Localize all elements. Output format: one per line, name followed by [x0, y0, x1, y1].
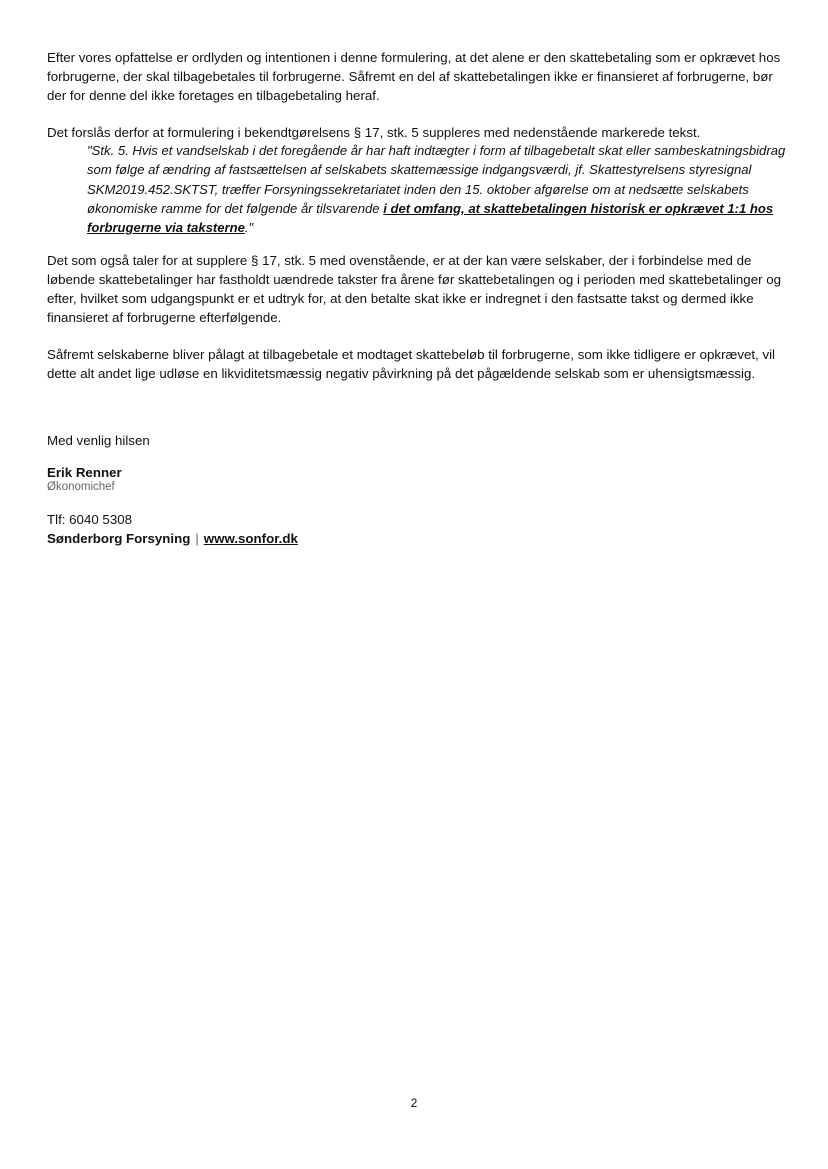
quoted-text-block [87, 141, 787, 237]
signer-title: Økonomichef [47, 481, 115, 493]
quote-highlighted-text: i det omfang, at skattebetalingen historisk er opkrævet 1:1 hos forbrugerne via taksterne [87, 200, 774, 236]
quote-main-text: "Stk. 5. Hvis et vandselskab i det foregående år har haft indtægter i form af tilbagebetalt skat eller sambeskatningsbidrag som følge af ændring af fastsættelsen af selskabets skattemæssige indgangsværdi, jf. Skattestyrelsens styresignal SKM2019.452.SKTST, træffer Forsyningssekretariatet inden den 15. oktober afgørelse om at nedsætte selskabets økonomiske ramme for det følgende år tilsvarende [87, 143, 786, 216]
website-link[interactable]: www.sonfor.dk [203, 531, 298, 546]
paragraph-4 [47, 345, 787, 383]
paragraph-2-text: Det forslås derfor at formulering i bekendtgørelsens § 17, stk. 5 suppleres med nedenstående markerede tekst. [47, 125, 701, 140]
signature-block [47, 465, 787, 495]
paragraph-3 [47, 251, 787, 327]
contact-block [47, 510, 787, 548]
paragraph-1 [47, 48, 787, 105]
company-name: Sønderborg Forsyning [47, 531, 191, 546]
paragraph-2 [47, 123, 787, 142]
closing-greeting: Med venlig hilsen [47, 433, 150, 448]
signer-name: Erik Renner [47, 465, 122, 480]
paragraph-1-text: Efter vores opfattelse er ordlyden og intentionen i denne formulering, at det alene er den skattebetaling som er opkrævet hos forbrugerne, der skal tilbagebetales til forbrugerne. Såfremt en del af skattebetalingen ikke er finansieret af forbrugerne, bør der for denne del ikke foretages en tilbagebetaling heraf. [47, 50, 781, 104]
phone-number: Tlf: 6040 5308 [47, 512, 133, 527]
separator: | [195, 531, 199, 546]
quote-end-text: ." [244, 220, 254, 236]
paragraph-4-text: Såfremt selskaberne bliver pålagt at tilbagebetale et modtaget skattebeløb til forbrugerne, som ikke tidligere er opkrævet, vil dette alt andet lige udløse en likviditetsmæssig negativ påvirkning på det pågældende selskab som er uhensigtsmæssig. [47, 347, 776, 382]
company-line [47, 529, 787, 548]
paragraph-3-text: Det som også taler for at supplere § 17, stk. 5 med ovenstående, er at der kan være selskaber, der i forbindelse med de løbende skattebetalinger har fastholdt uændrede takster fra årene før skattebetalingen og i perioden med skattebetalinger og efter, hvilket som udgangspunkt er et udtryk for, at den betalte skat ikke er indregnet i den fastsatte takst og dermed ikke finansieret af forbrugerne efterfølgende. [47, 253, 781, 326]
page-number: 2 [410, 1096, 418, 1110]
